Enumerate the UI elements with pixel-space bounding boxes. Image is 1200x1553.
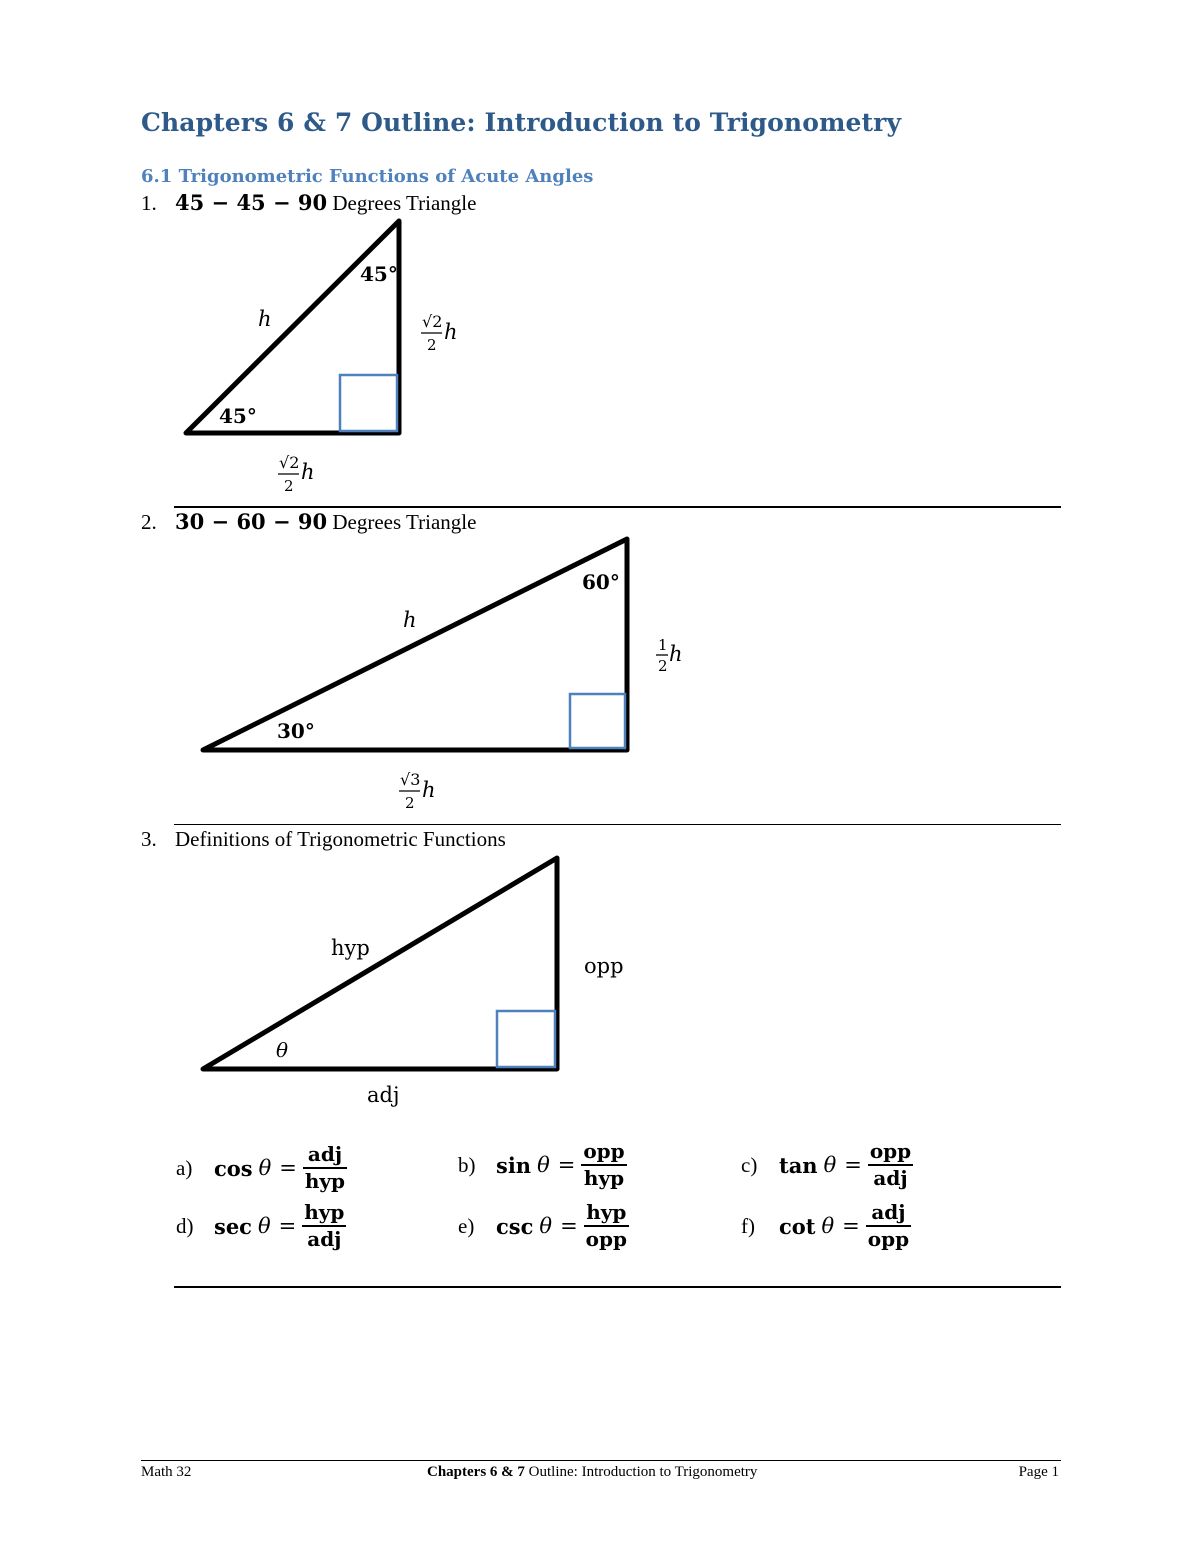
definition-tan: [741, 1139, 913, 1191]
item-text: Degrees Triangle: [327, 510, 477, 534]
theta-symbol: θ: [258, 1156, 272, 1180]
function-name: csc: [496, 1213, 534, 1239]
definition-sec: [176, 1200, 346, 1252]
equals-sign: =: [557, 1153, 576, 1177]
footer-center-bold: Chapters 6 & 7: [427, 1464, 525, 1480]
ratio-fraction: [581, 1139, 626, 1191]
fraction-denominator: hyp: [583, 1166, 625, 1190]
definition-label: a): [176, 1155, 193, 1180]
item-number: 1.: [141, 191, 157, 215]
definition-sin: [458, 1139, 627, 1191]
ratio-fraction: [303, 1142, 347, 1194]
adj-label: adj: [367, 1083, 400, 1107]
equals-sign: =: [278, 1214, 297, 1238]
triangle-1-outline: [186, 221, 399, 433]
item-bold-text: 45 − 45 − 90: [175, 190, 328, 215]
definition-label: f): [741, 1213, 755, 1238]
side-numerator-right-1: √2: [422, 312, 443, 331]
fraction-numerator: adj: [303, 1142, 347, 1169]
theta-symbol: θ: [821, 1214, 835, 1238]
fraction-denominator: hyp: [304, 1169, 346, 1193]
theta-symbol: θ: [823, 1153, 837, 1177]
footer-center: [427, 1464, 757, 1481]
definition-label: d): [176, 1213, 194, 1238]
fraction-denominator: adj: [873, 1166, 908, 1190]
divider-1: [174, 506, 1061, 508]
theta-label: θ: [276, 1038, 289, 1062]
right-denominator-2: 2: [658, 657, 668, 675]
hypotenuse-label-1: h: [258, 307, 272, 331]
definition-label: c): [741, 1152, 758, 1177]
angle-label-top-2: 60°: [582, 570, 620, 594]
angle-label-bottom-1: 45°: [219, 404, 257, 428]
definition-csc: [458, 1200, 629, 1252]
item-2: [141, 509, 476, 535]
fraction-numerator: hyp: [302, 1200, 346, 1227]
theta-symbol: θ: [537, 1153, 550, 1177]
ratio-fraction: [868, 1139, 913, 1191]
side-numerator-base-1: √2: [279, 453, 300, 472]
item-number: 3.: [141, 827, 157, 851]
item-text: Definitions of Trigonometric Functions: [175, 827, 506, 851]
side-variable-right-1: h: [444, 320, 458, 344]
right-angle-marker-3: [497, 1011, 555, 1067]
item-text: Degrees Triangle: [327, 191, 477, 215]
base-denominator-2: 2: [405, 794, 415, 812]
divider-2: [174, 824, 1061, 825]
ratio-fraction: [866, 1200, 911, 1252]
definition-label: e): [458, 1213, 475, 1238]
equals-sign: =: [842, 1214, 860, 1238]
angle-label-bottom-2: 30°: [277, 719, 315, 743]
right-numerator-2: 1: [658, 636, 668, 654]
fraction-numerator: opp: [581, 1139, 626, 1166]
definition-cos: [176, 1142, 347, 1194]
equals-sign: =: [279, 1156, 297, 1180]
hypotenuse-label-2: h: [403, 608, 417, 632]
fraction-denominator: opp: [585, 1227, 627, 1251]
footer-page-number: Page 1: [1018, 1464, 1059, 1480]
footer-left: Math 32: [141, 1464, 192, 1480]
definition-cot: [741, 1200, 911, 1252]
function-name: cos: [214, 1155, 253, 1181]
fraction-denominator: adj: [307, 1227, 342, 1251]
hyp-label: hyp: [331, 936, 370, 960]
equals-sign: =: [844, 1153, 862, 1177]
footer-rule: [141, 1460, 1061, 1461]
triangle-definitions: [203, 858, 624, 1107]
right-angle-marker-1: [340, 375, 397, 431]
right-variable-2: h: [669, 642, 683, 666]
theta-symbol: θ: [257, 1214, 271, 1238]
fraction-numerator: adj: [866, 1200, 911, 1227]
angle-label-top-1: 45°: [360, 262, 398, 286]
ratio-fraction: [302, 1200, 346, 1252]
item-number: 2.: [141, 510, 157, 534]
fraction-denominator: opp: [867, 1227, 910, 1251]
function-name: tan: [779, 1152, 818, 1178]
equals-sign: =: [560, 1214, 578, 1238]
side-variable-base-1: h: [301, 460, 315, 484]
fraction-numerator: opp: [868, 1139, 913, 1166]
base-variable-2: h: [422, 778, 436, 802]
function-name: sin: [496, 1152, 532, 1178]
section-heading: 6.1 Trigonometric Functions of Acute Angles: [141, 166, 594, 187]
item-3: [141, 827, 506, 852]
side-denominator-right-1: 2: [427, 336, 437, 354]
item-bold-text: 30 − 60 − 90: [175, 509, 328, 534]
footer-center-text: Outline: Introduction to Trigonometry: [524, 1464, 758, 1480]
right-angle-marker-2: [570, 694, 625, 748]
definition-label: b): [458, 1152, 476, 1177]
base-numerator-2: √3: [400, 770, 421, 789]
theta-symbol: θ: [539, 1214, 553, 1238]
function-name: sec: [214, 1213, 252, 1239]
fraction-numerator: hyp: [584, 1200, 629, 1227]
triangle-30-60-90: [203, 539, 683, 812]
page-title: Chapters 6 & 7 Outline: Introduction to Trigonometry: [141, 108, 902, 137]
opp-label: opp: [584, 954, 624, 978]
ratio-fraction: [584, 1200, 629, 1252]
divider-3: [174, 1286, 1061, 1288]
triangle-2-outline: [203, 539, 627, 750]
triangle-3-outline: [203, 858, 557, 1069]
triangle-45-45-90: [186, 221, 458, 495]
side-denominator-base-1: 2: [284, 477, 294, 495]
function-name: cot: [779, 1213, 816, 1239]
